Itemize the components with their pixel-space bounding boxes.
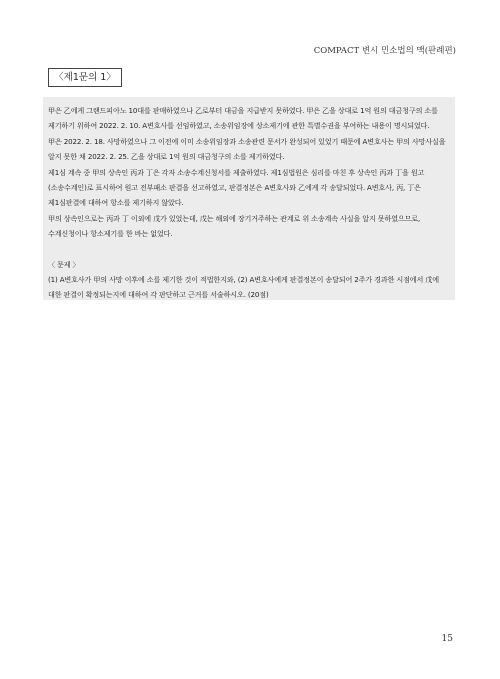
case-title: 〈제1문의 1〉 (48, 68, 122, 87)
running-header: COMPACT 변시 민소법의 맥(판례편) (313, 46, 456, 56)
case-box (43, 97, 455, 300)
facts-paragraph-2: 甲은 2022. 2. 18. 사망하였으나 그 이전에 이미 소송위임장과 소송관련 문서가 완성되어 있었기 때문에 A변호사는 甲의 사망사실을 알지 못한 채 2022. 2. 25. 乙을 상대로 1억 원의 대금청구의 소를 제기하였다. (48, 136, 446, 162)
page-number: 15 (441, 634, 453, 644)
facts-paragraph-1: 甲은 乙에게 그랜드피아노 10대를 판매하였으나 乙로부터 대금을 지급받지 못하였다. 甲은 乙을 상대로 1억 원의 대금청구의 소를 제기하기 위하여 2022. 2. 10. A변호사를 선임하였고, 소송위임장에 상소제기에 관한 특별수권을 부여하는 내용이 명시되었다. (48, 106, 438, 131)
question-label: 〈 문제 〉 (48, 259, 80, 269)
facts-paragraph-3: 제1심 계속 중 甲의 상속인 丙과 丁은 각자 소송수계신청서를 제출하였다. 제1심법원은 심리를 마친 후 상속인 丙과 丁을 원고(소송수계인)로 표시하여 원고 전부패소 판결을 선고하였고, 판결정본은 A변호사와 乙에게 각 송달되었다. A변호사, 丙, 丁은 제1심판결에 대하여 항소를 제기하지 않았다. (48, 167, 425, 208)
question-text: (1) A변호사가 甲의 사망 이후에 소를 제기한 것이 적법한지와, (2) A변호사에게 판결정본이 송달되어 2주가 경과한 시점에서 戊에 대한 판결이 확정되는지에 대하여 각 판단하고 근거를 서술하시오. (20점) (48, 275, 439, 300)
facts-paragraph-4: 甲의 상속인으로는 丙과 丁 이외에 戊가 있었는데, 戊는 해외에 장기거주하는 관계로 위 소송계속 사실을 알지 못하였으므로, 수계신청이나 항소제기를 한 바는 없었다. (48, 213, 421, 239)
